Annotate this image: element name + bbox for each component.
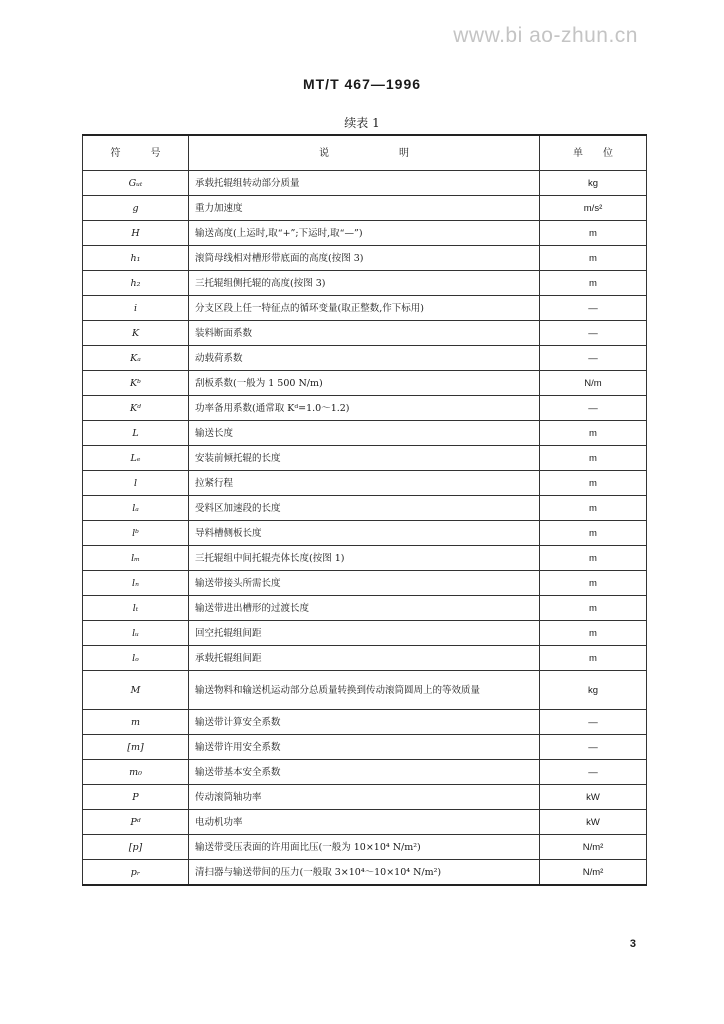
- description-cell: 输送物料和输送机运动部分总质量转换到传动滚筒圆周上的等效质量: [189, 671, 540, 710]
- unit-cell: m: [540, 471, 647, 496]
- description-cell: 受料区加速段的长度: [189, 496, 540, 521]
- table-row: [83, 396, 647, 421]
- description-cell: 功率备用系数(通常取 Kᵈ=1.0～1.2): [189, 396, 540, 421]
- unit-cell: —: [540, 710, 647, 735]
- symbol-cell: lₜ: [83, 596, 189, 621]
- description-cell: 滚筒母线相对槽形带底面的高度(按图 3): [189, 246, 540, 271]
- symbol-cell: lᵇ: [83, 521, 189, 546]
- table-row: [83, 621, 647, 646]
- unit-cell: m: [540, 246, 647, 271]
- symbol-cell: Gᵤₜ: [83, 171, 189, 196]
- unit-cell: —: [540, 760, 647, 785]
- table-row: [83, 446, 647, 471]
- unit-cell: kW: [540, 810, 647, 835]
- table-row: [83, 546, 647, 571]
- watermark: www.bi ao-zhun.cn: [453, 24, 638, 47]
- table-row: [83, 471, 647, 496]
- unit-cell: N/m: [540, 371, 647, 396]
- header-description: 说 明: [189, 135, 540, 171]
- table-row: [83, 271, 647, 296]
- symbol-cell: Kₐ: [83, 346, 189, 371]
- header-unit: 单 位: [540, 135, 647, 171]
- table-row: [83, 296, 647, 321]
- unit-cell: m: [540, 446, 647, 471]
- symbol-cell: Lₑ: [83, 446, 189, 471]
- table-row: [83, 496, 647, 521]
- table-body: [83, 171, 647, 886]
- unit-cell: m/s²: [540, 196, 647, 221]
- table-row: [83, 421, 647, 446]
- unit-cell: —: [540, 735, 647, 760]
- table-row: [83, 371, 647, 396]
- page-number: 3: [629, 938, 636, 950]
- description-cell: 电动机功率: [189, 810, 540, 835]
- table-row: [83, 521, 647, 546]
- unit-cell: kW: [540, 785, 647, 810]
- symbol-table: [82, 134, 647, 886]
- description-cell: 输送带接头所需长度: [189, 571, 540, 596]
- description-cell: 输送带许用安全系数: [189, 735, 540, 760]
- unit-cell: m: [540, 571, 647, 596]
- description-cell: 输送高度(上运时,取“+”;下运时,取“—”): [189, 221, 540, 246]
- unit-cell: —: [540, 396, 647, 421]
- symbol-cell: H: [83, 221, 189, 246]
- table-row: [83, 810, 647, 835]
- description-cell: 回空托辊组间距: [189, 621, 540, 646]
- table-header-row: [83, 135, 647, 171]
- symbol-cell: lᵤ: [83, 621, 189, 646]
- description-cell: 安装前倾托辊的长度: [189, 446, 540, 471]
- table-row: [83, 671, 647, 710]
- symbol-cell: m₀: [83, 760, 189, 785]
- table-row: [83, 221, 647, 246]
- description-cell: 分支区段上任一特征点的循环变量(取正整数,作下标用): [189, 296, 540, 321]
- table-row: [83, 835, 647, 860]
- unit-cell: m: [540, 271, 647, 296]
- description-cell: 输送带基本安全系数: [189, 760, 540, 785]
- unit-cell: —: [540, 346, 647, 371]
- description-cell: 刮板系数(一般为 1 500 N/m): [189, 371, 540, 396]
- table-row: [83, 710, 647, 735]
- symbol-cell: [m]: [83, 735, 189, 760]
- unit-cell: N/m²: [540, 860, 647, 886]
- description-cell: 清扫器与输送带间的压力(一般取 3×10⁴～10×10⁴ N/m²): [189, 860, 540, 886]
- table-row: [83, 346, 647, 371]
- symbol-cell: pᵣ: [83, 860, 189, 886]
- table-row: [83, 171, 647, 196]
- description-cell: 装料断面系数: [189, 321, 540, 346]
- description-cell: 输送带计算安全系数: [189, 710, 540, 735]
- unit-cell: kg: [540, 171, 647, 196]
- unit-cell: m: [540, 521, 647, 546]
- description-cell: 导料槽侧板长度: [189, 521, 540, 546]
- description-cell: 输送带受压表面的许用面比压(一般为 10×10⁴ N/m²): [189, 835, 540, 860]
- table-row: [83, 735, 647, 760]
- description-cell: 三托辊组中间托辊壳体长度(按图 1): [189, 546, 540, 571]
- symbol-cell: M: [83, 671, 189, 710]
- symbol-cell: [p]: [83, 835, 189, 860]
- symbol-cell: Kᵈ: [83, 396, 189, 421]
- symbol-cell: Pᵈ: [83, 810, 189, 835]
- table-row: [83, 246, 647, 271]
- symbol-cell: P: [83, 785, 189, 810]
- table-row: [83, 860, 647, 886]
- symbol-cell: h₁: [83, 246, 189, 271]
- symbol-cell: m: [83, 710, 189, 735]
- unit-cell: N/m²: [540, 835, 647, 860]
- table-row: [83, 785, 647, 810]
- unit-cell: —: [540, 321, 647, 346]
- symbol-cell: l: [83, 471, 189, 496]
- unit-cell: m: [540, 546, 647, 571]
- table-caption: 续表 1: [344, 116, 380, 130]
- symbol-cell: i: [83, 296, 189, 321]
- symbol-cell: Kᵇ: [83, 371, 189, 396]
- description-cell: 承载托辊组间距: [189, 646, 540, 671]
- description-cell: 重力加速度: [189, 196, 540, 221]
- description-cell: 输送带进出槽形的过渡长度: [189, 596, 540, 621]
- symbol-cell: g: [83, 196, 189, 221]
- symbol-cell: L: [83, 421, 189, 446]
- description-cell: 拉紧行程: [189, 471, 540, 496]
- symbol-cell: h₂: [83, 271, 189, 296]
- symbol-cell: lₐ: [83, 496, 189, 521]
- table-row: [83, 321, 647, 346]
- symbol-cell: lₘ: [83, 546, 189, 571]
- table-row: [83, 196, 647, 221]
- description-cell: 传动滚筒轴功率: [189, 785, 540, 810]
- unit-cell: kg: [540, 671, 647, 710]
- table-row: [83, 760, 647, 785]
- table-row: [83, 646, 647, 671]
- unit-cell: m: [540, 596, 647, 621]
- unit-cell: m: [540, 496, 647, 521]
- table-row: [83, 571, 647, 596]
- standard-number: MT/T 467—1996: [302, 76, 422, 92]
- table-row: [83, 596, 647, 621]
- unit-cell: m: [540, 221, 647, 246]
- header-symbol: 符 号: [83, 135, 189, 171]
- description-cell: 承载托辊组转动部分质量: [189, 171, 540, 196]
- unit-cell: m: [540, 646, 647, 671]
- description-cell: 输送长度: [189, 421, 540, 446]
- description-cell: 动载荷系数: [189, 346, 540, 371]
- unit-cell: —: [540, 296, 647, 321]
- unit-cell: m: [540, 621, 647, 646]
- symbol-cell: lₒ: [83, 646, 189, 671]
- symbol-cell: K: [83, 321, 189, 346]
- symbol-cell: lₙ: [83, 571, 189, 596]
- description-cell: 三托辊组侧托辊的高度(按图 3): [189, 271, 540, 296]
- unit-cell: m: [540, 421, 647, 446]
